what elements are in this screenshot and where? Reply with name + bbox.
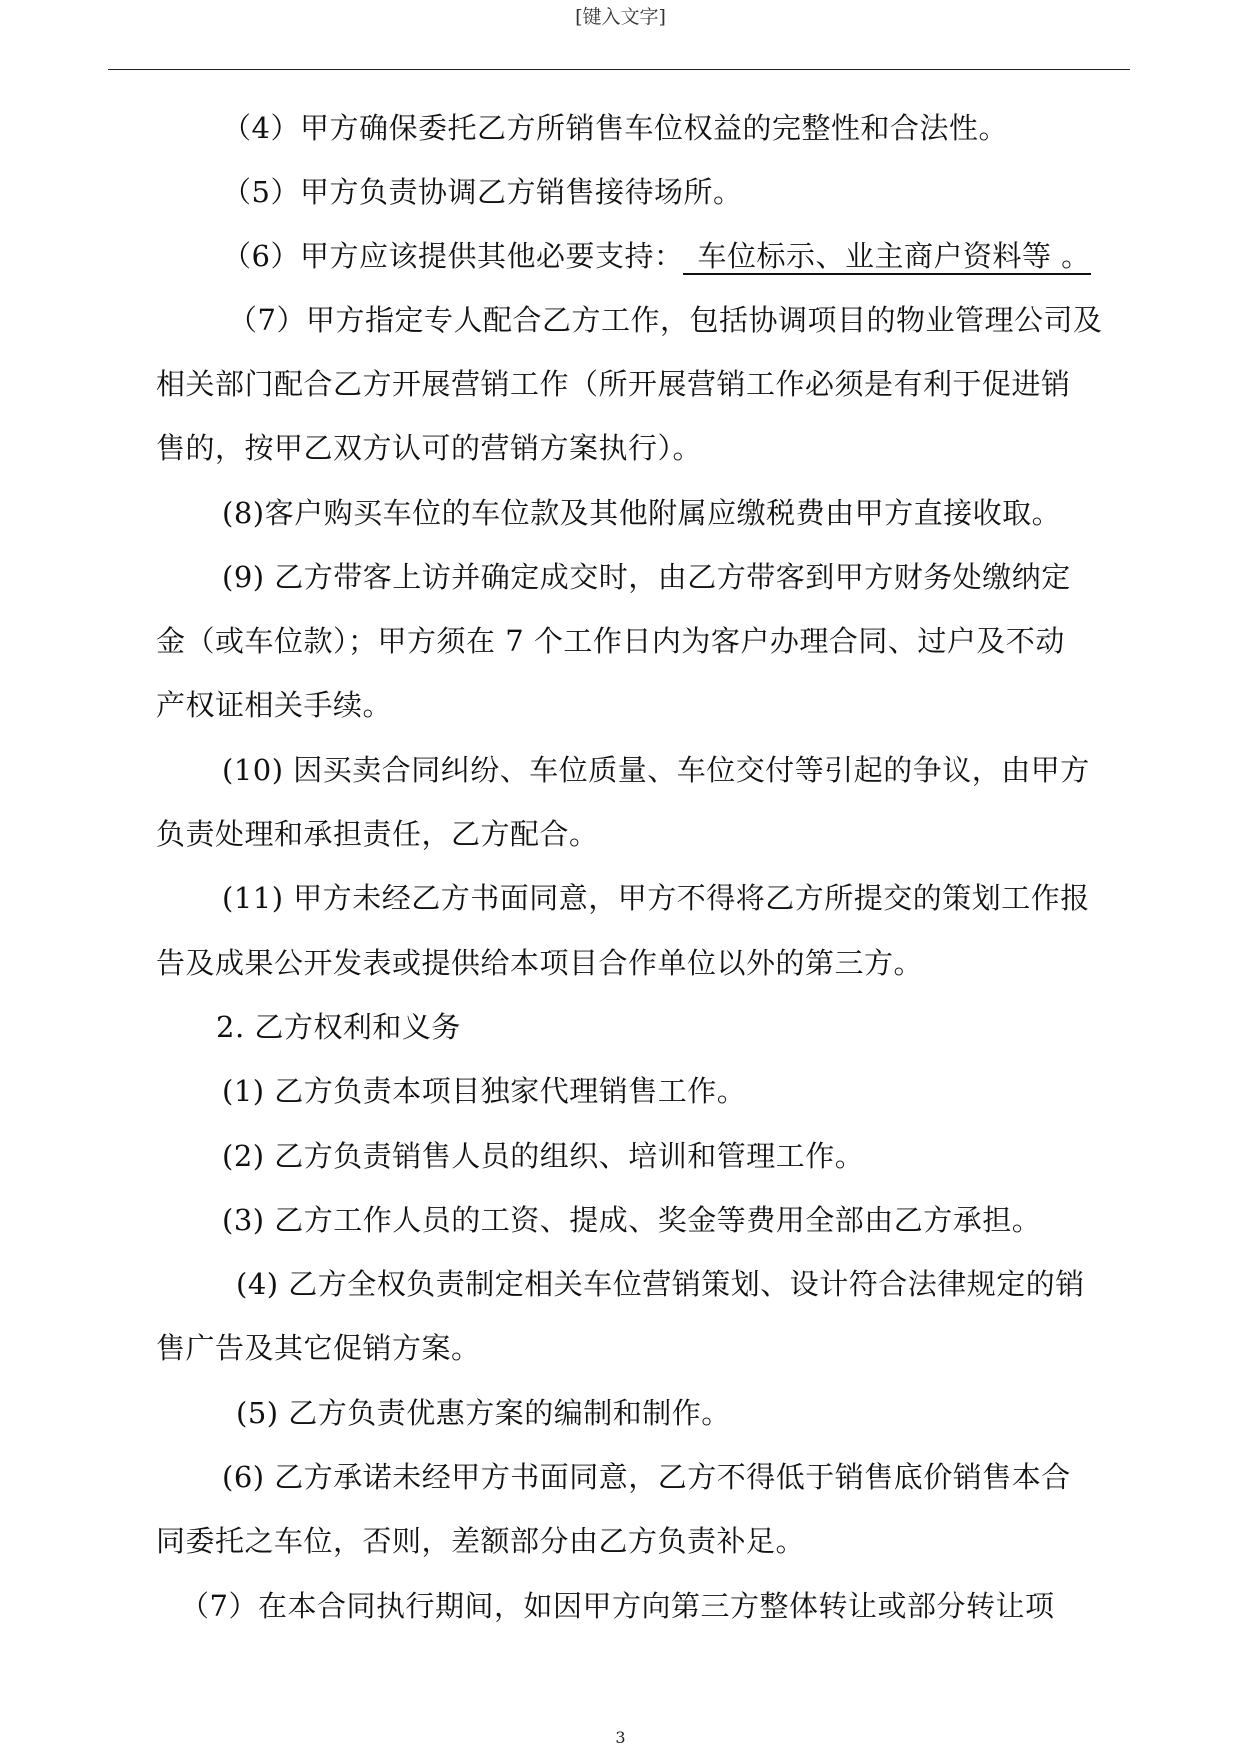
text-line: 售的，按甲乙双方认可的营销方案执行）。 [156,431,703,465]
text-line: 相关部门配合乙方开展营销工作（所开展营销工作必须是有利于促进销 [156,367,1071,401]
text-line: (11) 甲方未经乙方书面同意，甲方不得将乙方所提交的策划工作报 [222,881,1090,915]
page-header: [键入文字] [575,6,666,28]
text-line: 负责处理和承担责任，乙方配合。 [156,817,599,851]
text-line: (5) 乙方负责优惠方案的编制和制作。 [236,1396,731,1430]
text-line: 金（或车位款）；甲方须在 7 个工作日内为客户办理合同、过户及不动 [156,624,1065,658]
text-line: (4) 乙方全权负责制定相关车位营销策划、设计符合法律规定的销 [236,1267,1085,1301]
text-line-prefix: （6）甲方应该提供其他必要支持： [222,239,684,273]
text-line: (8)客户购买车位的车位款及其他附属应缴税费由甲方直接收取。 [222,496,1062,530]
text-line [222,236,1091,276]
text-line: （7）在本合同执行期间，如因甲方向第三方整体转让或部分转让项 [180,1589,1055,1623]
section-heading: 2. 乙方权利和义务 [216,1010,461,1044]
text-line: 产权证相关手续。 [156,688,393,722]
text-line: (9) 乙方带客上访并确定成交时，由乙方带客到甲方财务处缴纳定 [222,560,1071,594]
text-line: (10) 因买卖合同纠纷、车位质量、车位交付等引起的争议，由甲方 [222,753,1090,787]
text-line: 同委托之车位，否则，差额部分由乙方负责补足。 [156,1524,806,1558]
text-line: （5）甲方负责协调乙方销售接待场所。 [222,175,743,209]
underlined-fill-in: 车位标示、业主商户资料等 。 [683,239,1090,275]
text-line: (6) 乙方承诺未经甲方书面同意，乙方不得低于销售底价销售本合 [222,1460,1071,1494]
text-line: （4）甲方确保委托乙方所销售车位权益的完整性和合法性。 [222,111,1008,145]
text-line: 告及成果公开发表或提供给本项目合作单位以外的第三方。 [156,946,924,980]
text-line: 售广告及其它促销方案。 [156,1331,481,1365]
page-number: 3 [615,1728,626,1747]
text-line: （7）甲方指定专人配合乙方工作，包括协调项目的物业管理公司及 [228,303,1103,337]
text-line: (1) 乙方负责本项目独家代理销售工作。 [222,1074,747,1108]
text-line: (3) 乙方工作人员的工资、提成、奖金等费用全部由乙方承担。 [222,1203,1042,1237]
text-line: (2) 乙方负责销售人员的组织、培训和管理工作。 [222,1139,865,1173]
